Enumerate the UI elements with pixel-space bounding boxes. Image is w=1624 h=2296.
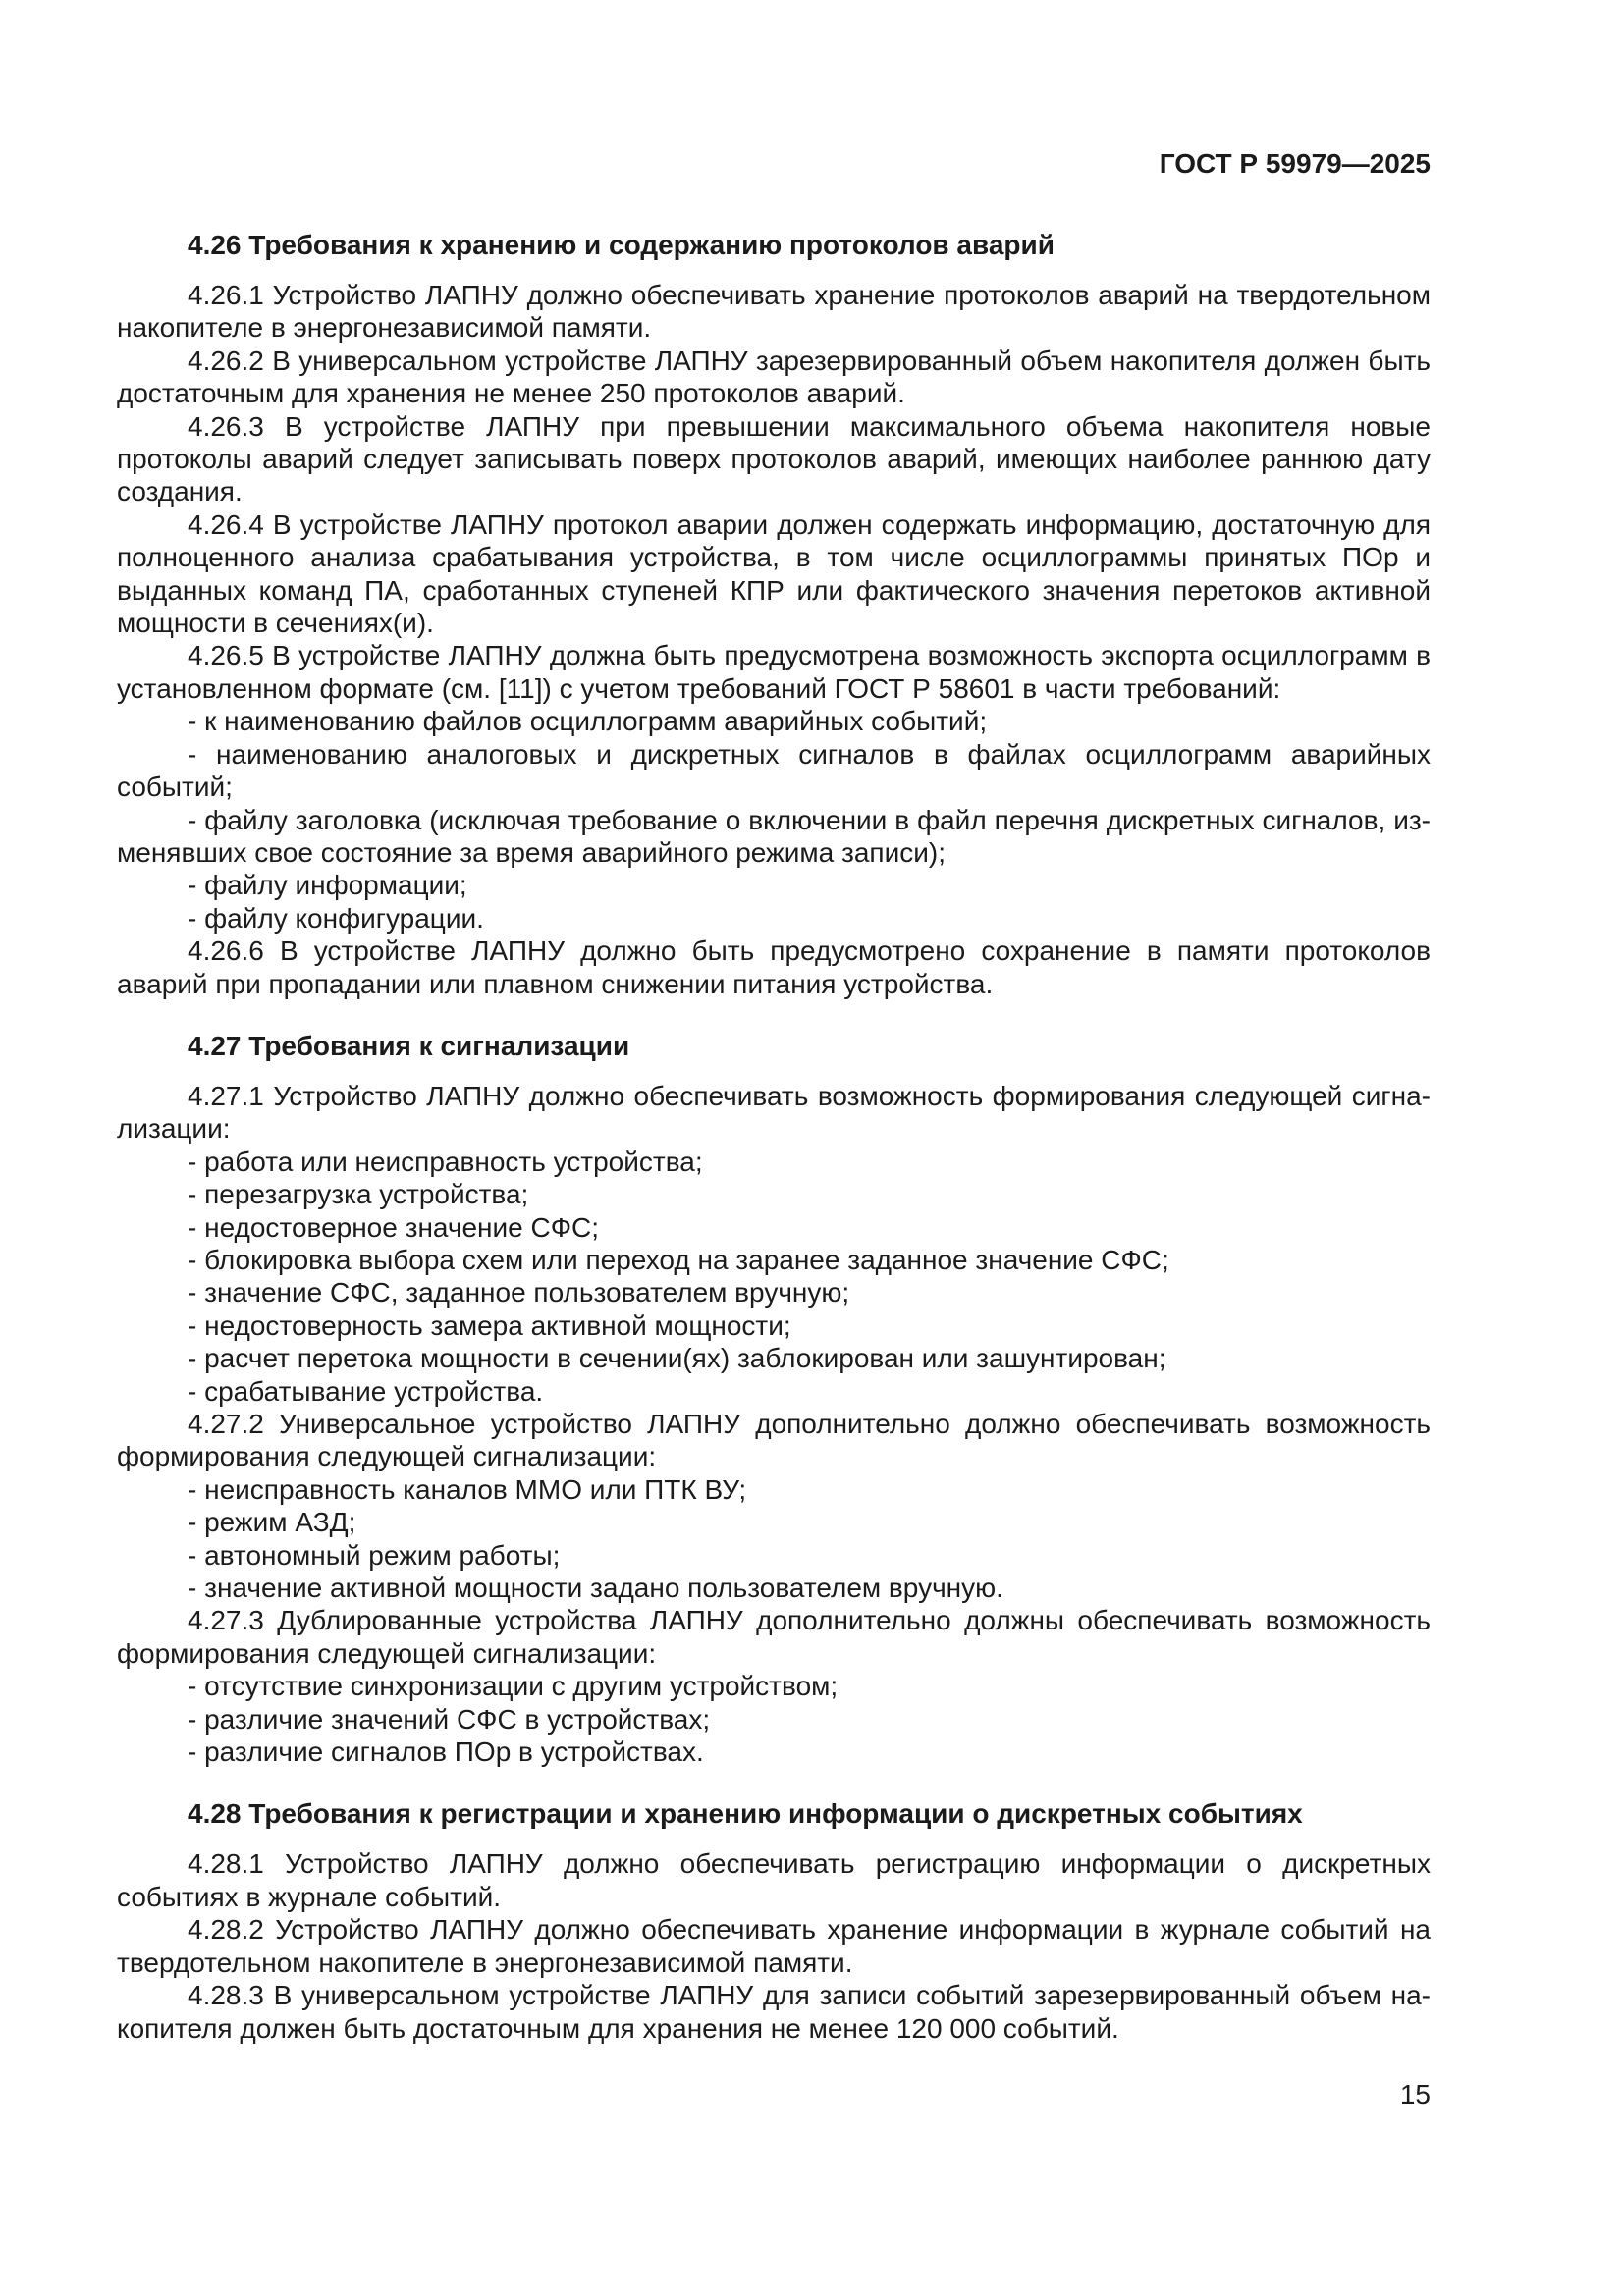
list-item: - отсутствие синхронизации с другим устройством; [188, 1671, 839, 1702]
page [117, 147, 1431, 2045]
list-item: - неисправность каналов ММО или ПТК ВУ; [188, 1473, 747, 1505]
list-item: - недостоверность замера активной мощности; [188, 1309, 791, 1341]
paragraph-4-26-1: 4.26.1 Устройство ЛАПНУ должно обеспечивать хранение протоколов аварий на твердотельном накопителе в энергонезависимой памяти. [117, 280, 1431, 344]
list-item: - файлу конфигурации. [188, 902, 484, 934]
list-item: - перезагрузка устройства; [188, 1179, 529, 1210]
list-item: - режим АЗД; [188, 1507, 356, 1538]
list-item: - блокировка выбора схем или переход на заранее заданное значение СФС; [188, 1244, 1169, 1275]
list-item: - наименованию аналоговых и дискретных сигналов в файлах осциллограмм аварийных событий; [117, 738, 1431, 803]
list-item: - недостоверное значение СФС; [188, 1211, 599, 1243]
list-item: - различие сигналов ПОр в устройствах. [188, 1736, 704, 1768]
list-item: - значение СФС, заданное пользователем вручную; [188, 1277, 850, 1308]
paragraph-4-27-2: 4.27.2 Универсальное устройство ЛАПНУ дополнительно должно обеспечивать возможность формирования следующей сигнализации: [117, 1409, 1431, 1472]
list-item: - к наименованию файлов осциллограмм аварийных событий; [188, 706, 988, 737]
paragraph-4-26-5: 4.26.5 В устройстве ЛАПНУ должна быть предусмотрена возможность экспорта осциллограмм в установленном формате (см. [11]) с учетом требований ГОСТ Р 58601 в части требований: [117, 640, 1431, 704]
paragraph-4-26-4: 4.26.4 В устройстве ЛАПНУ протокол аварии должен содержать информацию, достаточную для полноценного анализа срабатывания устройства, в том числе осциллограммы принятых ПОр и выданных команд ПА, сработанных ступеней КПР или фактического значения перетоков активной мощности в сечениях(и). [117, 508, 1431, 639]
list-item: - срабатывание устройства. [188, 1375, 544, 1407]
paragraph-4-27-3: 4.27.3 Дублированные устройства ЛАПНУ дополнительно должны обеспечивать возможность формирования следующей сигнализации: [117, 1605, 1431, 1669]
list-item: - автономный режим работы; [188, 1539, 561, 1571]
paragraph-4-28-3: 4.28.3 В универсальном устройстве ЛАПНУ для записи событий зарезервированный объем накопителя должен быть достаточным для хранения не менее 120 000 событий. [117, 1980, 1431, 2044]
page-number: 15 [1399, 2079, 1431, 2109]
list-item: - работа или неисправность устройства; [188, 1146, 703, 1177]
paragraph-4-26-2: 4.26.2 В универсальном устройстве ЛАПНУ зарезервированный объем накопителя должен быть достаточным для хранения не менее 250 протоколов аварий. [117, 345, 1431, 409]
list-item: - различие значений СФС в устройствах; [188, 1703, 711, 1735]
list-item: - значение активной мощности задано пользователем вручную. [188, 1573, 1003, 1604]
list-item: - файлу заголовка (исключая требование о включении в файл перечня дискретных сигналов, изменявших свое состояние за время аварийного режима записи); [117, 804, 1431, 868]
paragraph-4-26-6: 4.26.6 В устройстве ЛАПНУ должно быть предусмотрено сохранение в памяти протоколов аварий при пропадании или плавном снижении питания устройства. [117, 935, 1431, 999]
paragraph-4-28-2: 4.28.2 Устройство ЛАПНУ должно обеспечивать хранение информации в журнале событий на твердотельном накопителе в энергонезависимой памяти. [117, 1914, 1431, 1978]
paragraph-4-27-1: 4.27.1 Устройство ЛАПНУ должно обеспечивать возможность формирования следующей сигнализации: [117, 1080, 1431, 1145]
section-heading-4-27: 4.27 Требования к сигнализации [188, 1030, 630, 1061]
paragraph-4-26-3: 4.26.3 В устройстве ЛАПНУ при превышении максимального объема накопителя новые протоколы аварий следует записывать поверх протоколов аварий, имеющих наиболее раннюю дату создания. [117, 410, 1431, 507]
list-item: - файлу информации; [188, 870, 467, 901]
section-heading-4-28: 4.28 Требования к регистрации и хранению информации о дискретных событиях [188, 1798, 1303, 1830]
paragraph-4-28-1: 4.28.1 Устройство ЛАПНУ должно обеспечивать регистрацию информации о дискретных событиях в журнале событий. [117, 1848, 1431, 1912]
document-header: ГОСТ Р 59979—2025 [1159, 148, 1431, 179]
list-item: - расчет перетока мощности в сечении(ях) заблокирован или зашунтирован; [188, 1343, 1166, 1374]
section-heading-4-26: 4.26 Требования к хранению и содержанию протоколов аварий [188, 230, 1055, 260]
